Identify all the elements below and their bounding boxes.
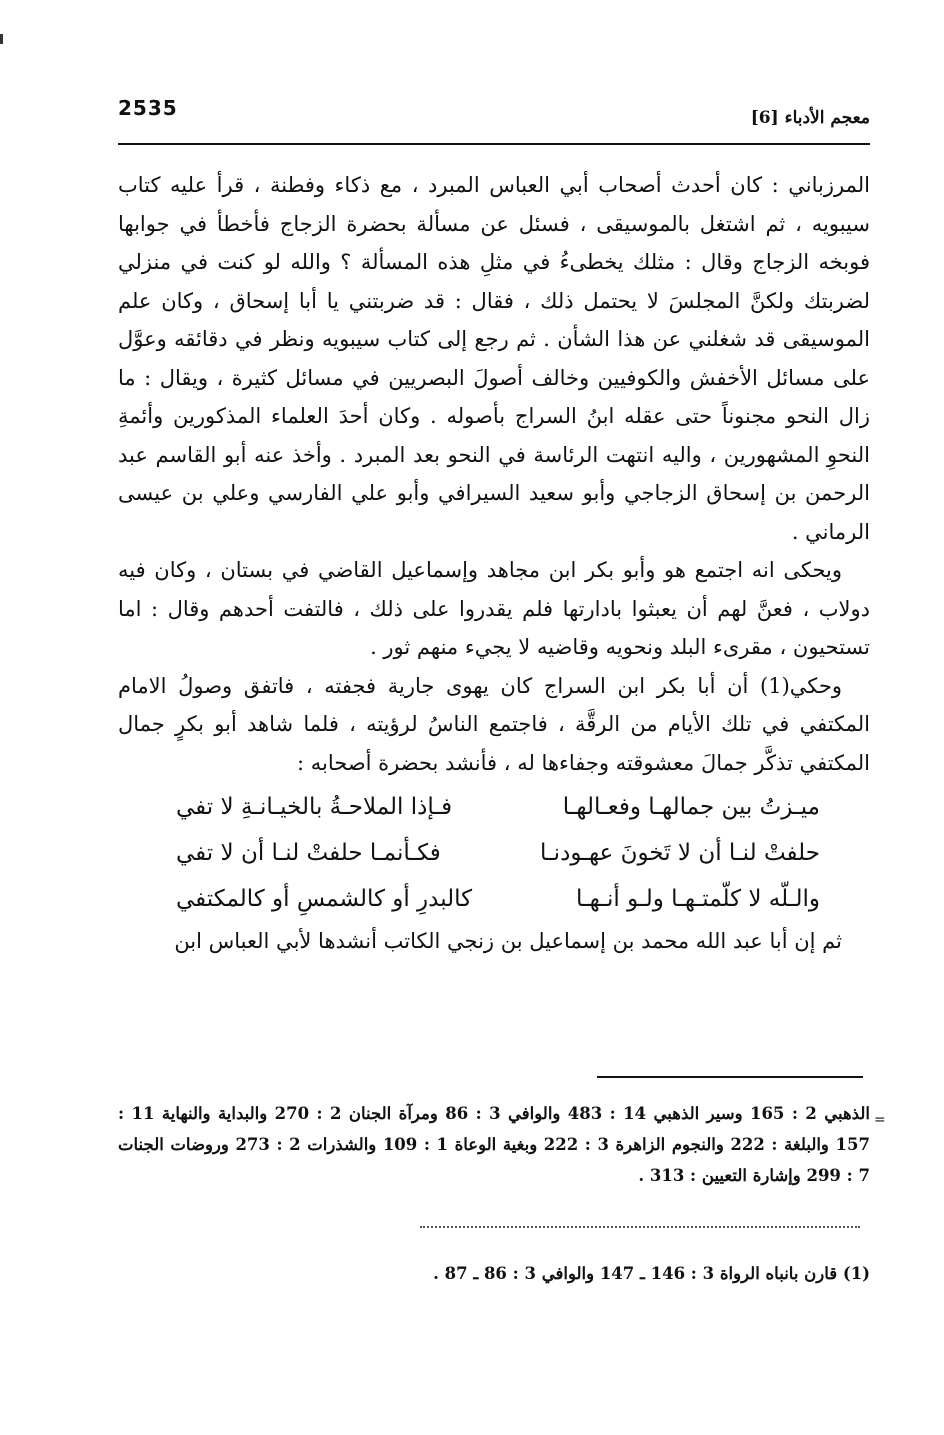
poem-verse xyxy=(118,876,870,922)
poem-verse xyxy=(118,830,870,876)
paragraph-poem-introduction: وحكي(1) أن أبا بكر ابن السراج كان يهوى جارية فجفته ، فاتفق وصولُ الامام المكتفي في تلك الأيام من الرقَّة ، فاجتمع الناسُ لرؤيته ، فلما شاهد أبو بكرٍ جمال المكتفي تذكَّر جمالَ معشوقته وجفاءها له ، فأنشد بحضرة أصحابه : xyxy=(118,673,870,775)
footnote-continuation-marker: = xyxy=(874,1112,886,1128)
running-title: معجم الأدباء [6] xyxy=(750,108,870,128)
footnote-1 xyxy=(118,1258,870,1289)
scan-edge-mark xyxy=(0,34,3,44)
second-hemistich: فكـأنمـا حلفتْ لنـا أن لا تفي xyxy=(176,840,441,866)
paragraph-waterwheel-anecdote: ويحكى انه اجتمع هو وأبو بكر ابن مجاهد وإسماعيل القاضي في بستان ، وكان فيه دولاب ، فعنَّ لهم أن يعبثوا بادارتها فلم يقدروا على ذلك ، فالتفت أحدهم وقال : اما تستحيون ، مقرىء البلد ونحويه وقاضيه لا يجيء منهم ثور . xyxy=(118,558,870,659)
footnote-1-text: (1) قارن بانباه الرواة 3 : 146 ـ 147 والوافي 3 : 86 ـ 87 . xyxy=(433,1264,870,1283)
page-header xyxy=(118,96,870,136)
first-hemistich: والـلّه لا كلّمتـهـا ولـو أنـهـا xyxy=(575,886,820,912)
first-hemistich: حلفتْ لنـا أن لا تَخونَ عهـودنـا xyxy=(539,840,820,866)
first-hemistich: ميـزتُ بين جمالهـا وفعـالهـا xyxy=(562,794,820,820)
poem-verse xyxy=(118,784,870,830)
main-text xyxy=(118,166,870,961)
footnote-dotted-separator xyxy=(420,1226,860,1228)
paragraph-closing-line: ثم إن أبا عبد الله محمد بن إسماعيل بن زنجي الكاتب أنشدها لأبي العباس ابن xyxy=(174,929,842,953)
header-rule xyxy=(118,143,870,145)
page-number: 2535 xyxy=(118,96,178,120)
second-hemistich: كالبدرِ أو كالشمسِ أو كالمكتفي xyxy=(176,886,473,912)
footnote-separator xyxy=(597,1076,863,1078)
poem xyxy=(118,784,870,922)
footnote-continuation xyxy=(118,1098,870,1191)
second-hemistich: فـإذا الملاحـةُ بالخيـانـةِ لا تفي xyxy=(176,794,453,820)
paragraph-ibn-al-sarraj-bio: المرزباني : كان أحدث أصحاب أبي العباس المبرد ، مع ذكاء وفطنة ، قرأ عليه كتاب سيبويه ، ثم اشتغل بالموسيقى ، فسئل عن مسألة بحضرة الزجاج فأخطأ في جوابها فوبخه الزجاج وقال : مثلك يخطىءُ في مثلِ هذه المسألة ؟ والله لو كنت في منزلي لضربتك ولكنَّ المجلسَ لا يحتمل ذلك ، فقال : قد ضربتني يا أبا إسحاق ، وكان علم الموسيقى قد شغلني عن هذا الشأن . ثم رجع إلى كتاب سيبويه ونظر في دقائقه وعوَّل على مسائل الأخفش والكوفيين وخالف أصولَ البصريين في مسائل كثيرة ، ويقال : ما زال النحو مجنوناً حتى عقله ابنُ السراج بأصوله . وكان أحدَ العلماء المذكورين وأئمةِ النحوِ المشهورين ، واليه انتهت الرئاسة في النحو بعد المبرد . وأخذ عنه أبو القاسم عبد الرحمن بن إسحاق الزجاجي وأبو سعيد السيرافي وأبو علي الفارسي وعلي بن عيسى الرماني . xyxy=(118,173,870,544)
footnote-continuation-text: الذهبي 2 : 165 وسير الذهبي 14 : 483 والوافي 3 : 86 ومرآة الجنان 2 : 270 والبداية والنهاية 11 : 157 والبلغة : 222 والنجوم الزاهرة 3 : 222 وبغية الوعاة 1 : 109 والشذرات 2 : 273 وروضات الجنات 7 : 299 وإشارة التعيين : 313 . xyxy=(118,1104,870,1185)
